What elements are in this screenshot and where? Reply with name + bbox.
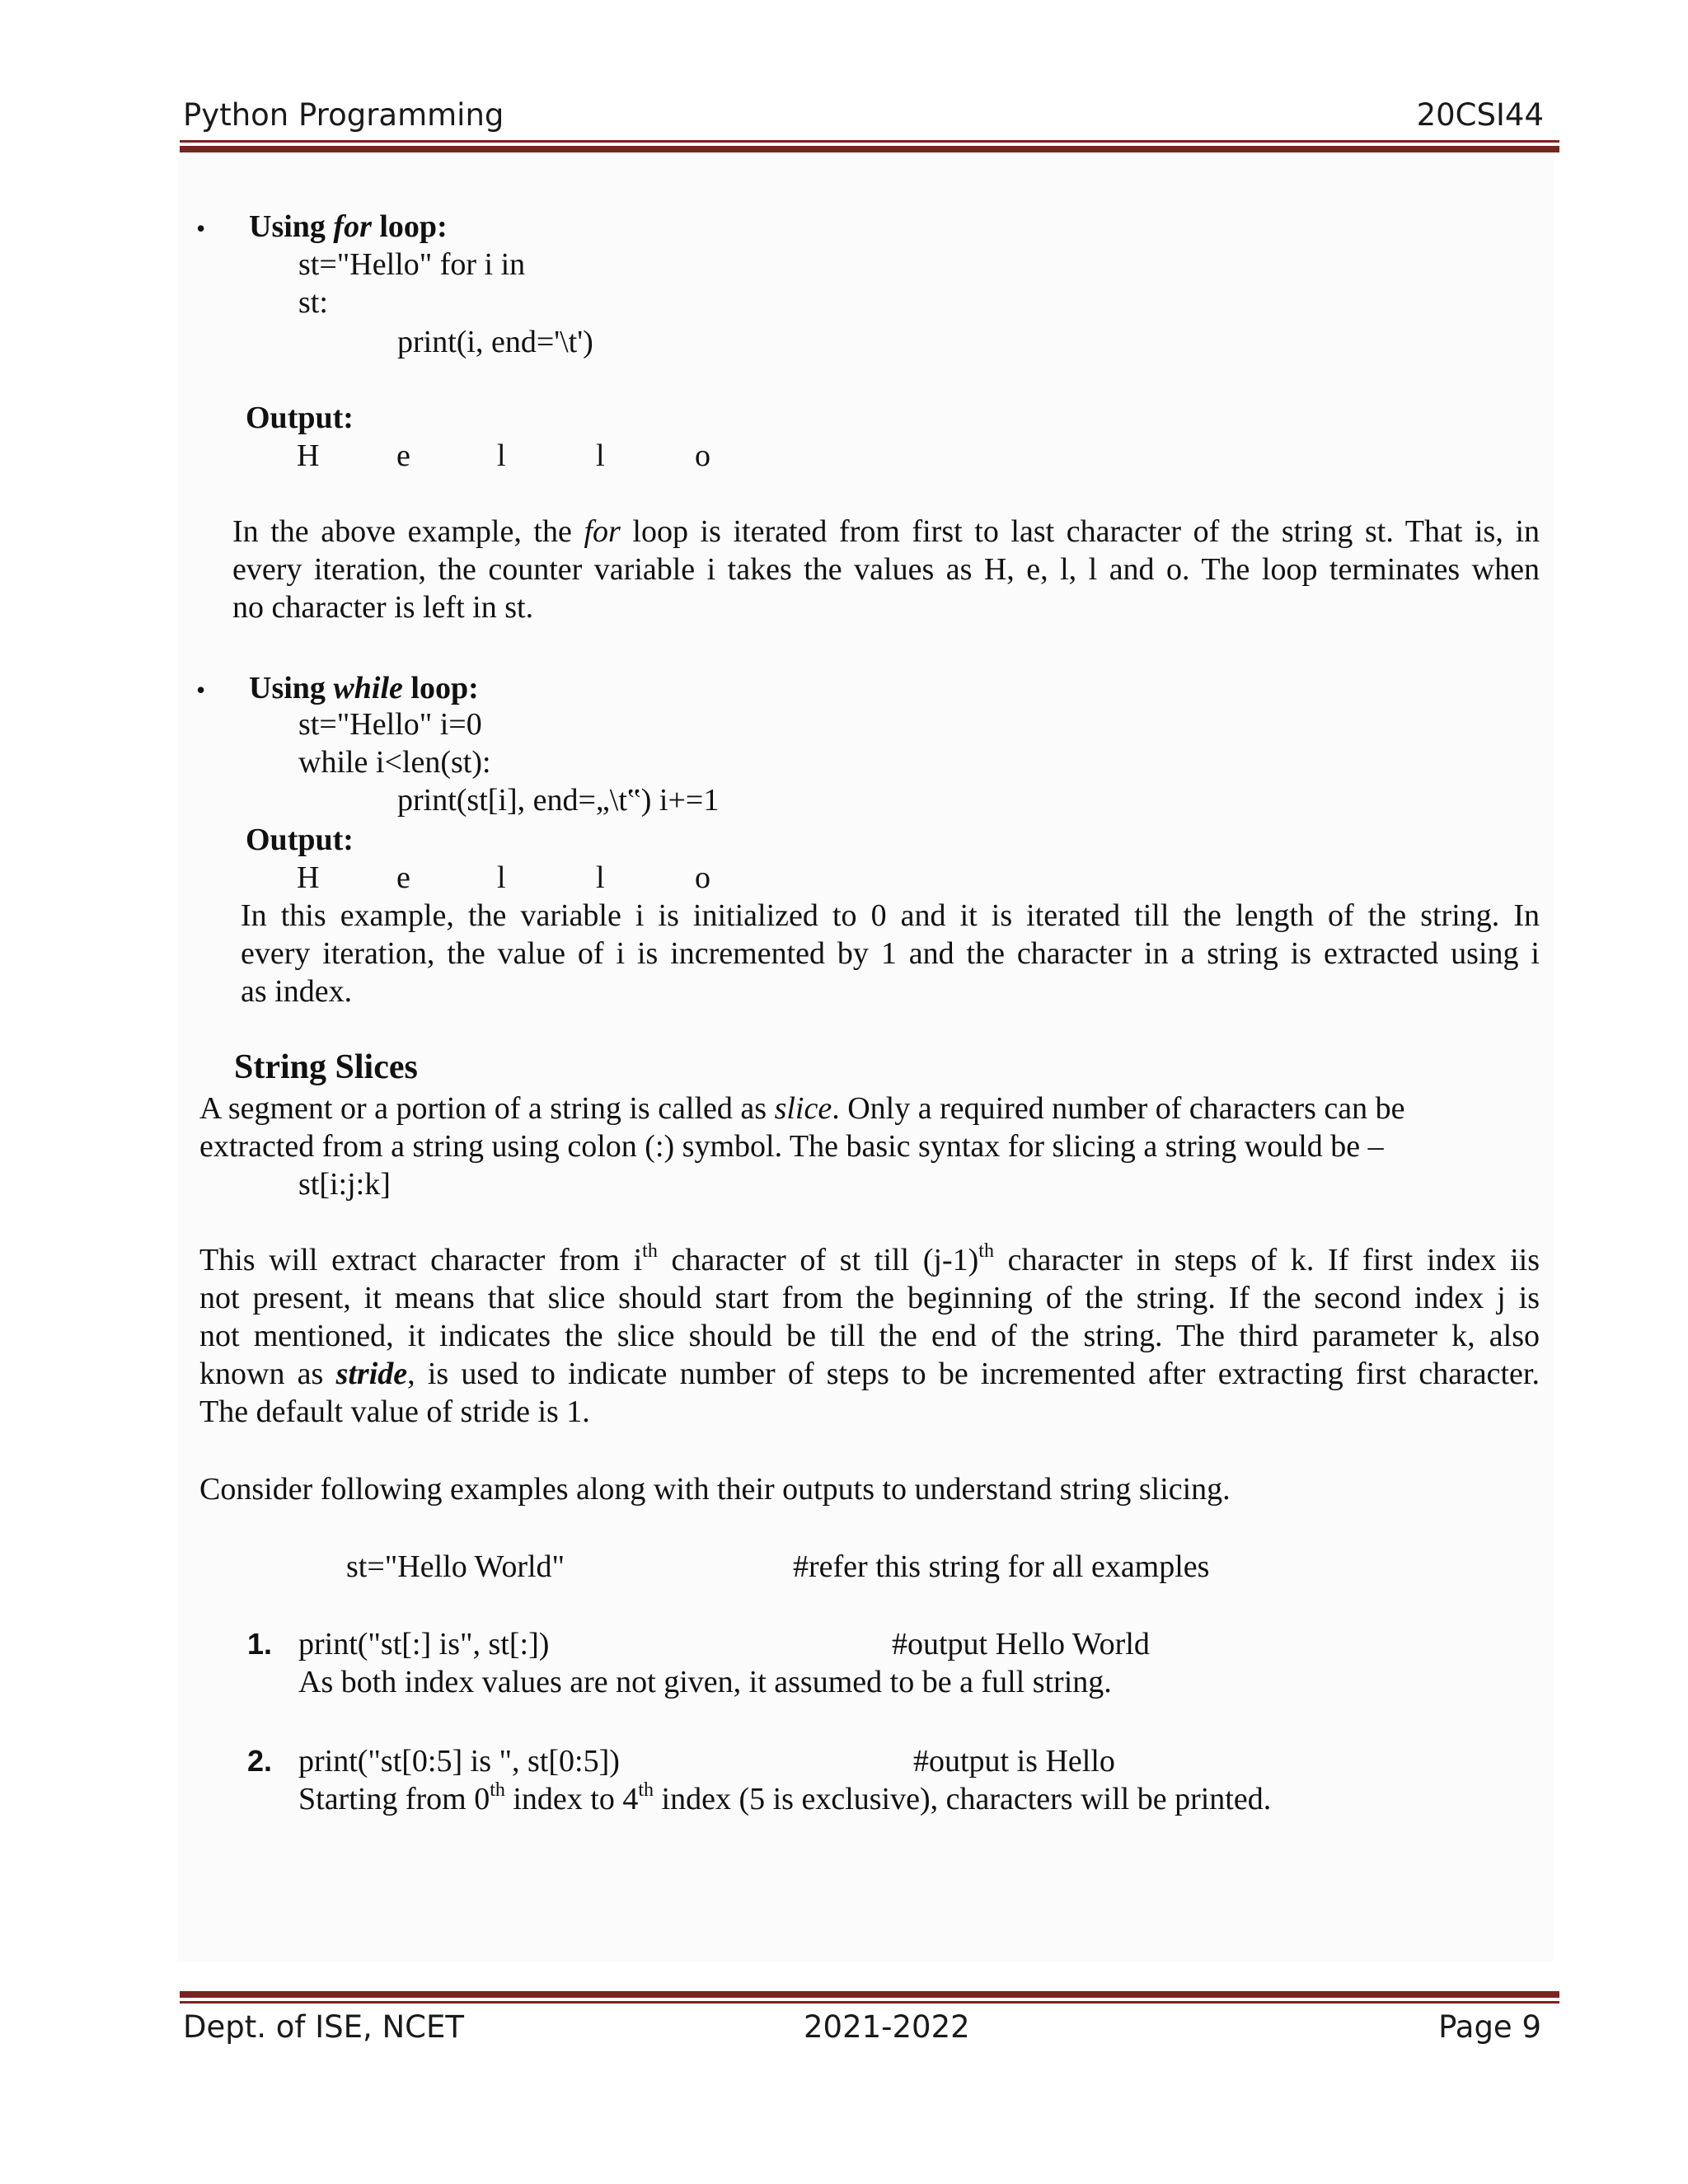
code-line: print(st[i], end=„\t‟) i+=1 — [397, 783, 720, 818]
for-heading: Using for loop: — [249, 209, 448, 244]
output-row — [0, 437, 824, 475]
output-char: e — [396, 860, 410, 895]
code-line: st: — [298, 285, 328, 320]
header-title: Python Programming — [183, 97, 504, 133]
output-char: l — [596, 860, 605, 895]
example-description: As both index values are not given, it assumed to be a full string. — [298, 1665, 1112, 1699]
while-explanation: In this example, the variable i is initialized to 0 and it is iterated till the length of the string. In every iteration, the value of i is incremented by 1 and the character in a string is extracted using i as index. — [241, 898, 1540, 1009]
for-explanation: In the above example, the for loop is iterated from first to last character of the string st. That is, in every iteration, the counter variable i takes the values as H, e, l, l and o. The loop terminates when no character is left in st. — [232, 514, 1540, 625]
header-rule-thick — [180, 146, 1559, 152]
example-description: Starting from 0th index to 4th index (5 is exclusive), characters will be printed. — [298, 1779, 1272, 1816]
header-code: 20CSI44 — [1416, 97, 1544, 133]
footer-dept: Dept. of ISE, NCET — [183, 2009, 464, 2045]
section-title: String Slices — [234, 1048, 418, 1086]
example-number: 1. — [247, 1627, 273, 1661]
output-char: o — [695, 860, 710, 895]
output-char: l — [497, 860, 506, 895]
output-label: Output: — [246, 823, 354, 857]
output-char: l — [596, 438, 605, 473]
while-heading: Using while loop: — [249, 671, 479, 705]
slices-intro-line: A segment or a portion of a string is called as slice. Only a required number of characters can be — [199, 1091, 1405, 1126]
output-char: H — [297, 860, 320, 895]
example-number: 2. — [247, 1744, 273, 1778]
slice-syntax: st[i:j:k] — [298, 1167, 391, 1202]
footer-year: 2021-2022 — [804, 2009, 970, 2045]
slices-intro-line: extracted from a string using colon (:) symbol. The basic syntax for slicing a string would be – — [199, 1129, 1384, 1164]
footer-rule-thick — [180, 1991, 1559, 1998]
output-label: Output: — [246, 401, 354, 435]
footer-rule-thin — [180, 2001, 1559, 2004]
example-code: print("st[:] is", st[:]) — [298, 1627, 550, 1661]
example-comment: #output is Hello — [913, 1744, 1115, 1779]
output-char: o — [695, 438, 710, 473]
bullet: • — [196, 213, 206, 243]
output-char: H — [297, 438, 320, 473]
example-code: st="Hello World" — [346, 1549, 565, 1584]
footer-page-number: Page 9 — [1438, 2009, 1541, 2045]
example-code: print("st[0:5] is ", st[0:5]) — [298, 1744, 620, 1779]
output-char: e — [396, 438, 410, 473]
header-rule-thin — [180, 140, 1559, 143]
code-line: st="Hello" i=0 — [298, 707, 482, 742]
code-line: st="Hello" for i in — [298, 247, 526, 282]
code-line: print(i, end='\t') — [397, 325, 593, 359]
slices-paragraph: This will extract character from $i^{th}$ character of st till $(j-1)^{th}$ character in steps of k. If first index iis not present, it means that slice should start from the beginning of the string. If the second index j is not mentioned, it indicates the slice should be till the end of the string. The third parameter k, also known as stride, is used to indicate number of steps to be incremented after extracting first character. The default value of stride is 1. — [199, 1240, 1540, 1429]
output-char: l — [497, 438, 506, 473]
for-keyword: for — [333, 209, 372, 244]
example-comment: #output Hello World — [892, 1627, 1150, 1661]
code-line: while i<len(st): — [298, 745, 491, 780]
while-keyword: while — [333, 671, 403, 705]
output-row — [0, 859, 824, 897]
bullet: • — [196, 675, 206, 705]
example-comment: #refer this string for all examples — [793, 1549, 1210, 1584]
consider-text: Consider following examples along with their outputs to understand string slicing. — [199, 1472, 1231, 1507]
